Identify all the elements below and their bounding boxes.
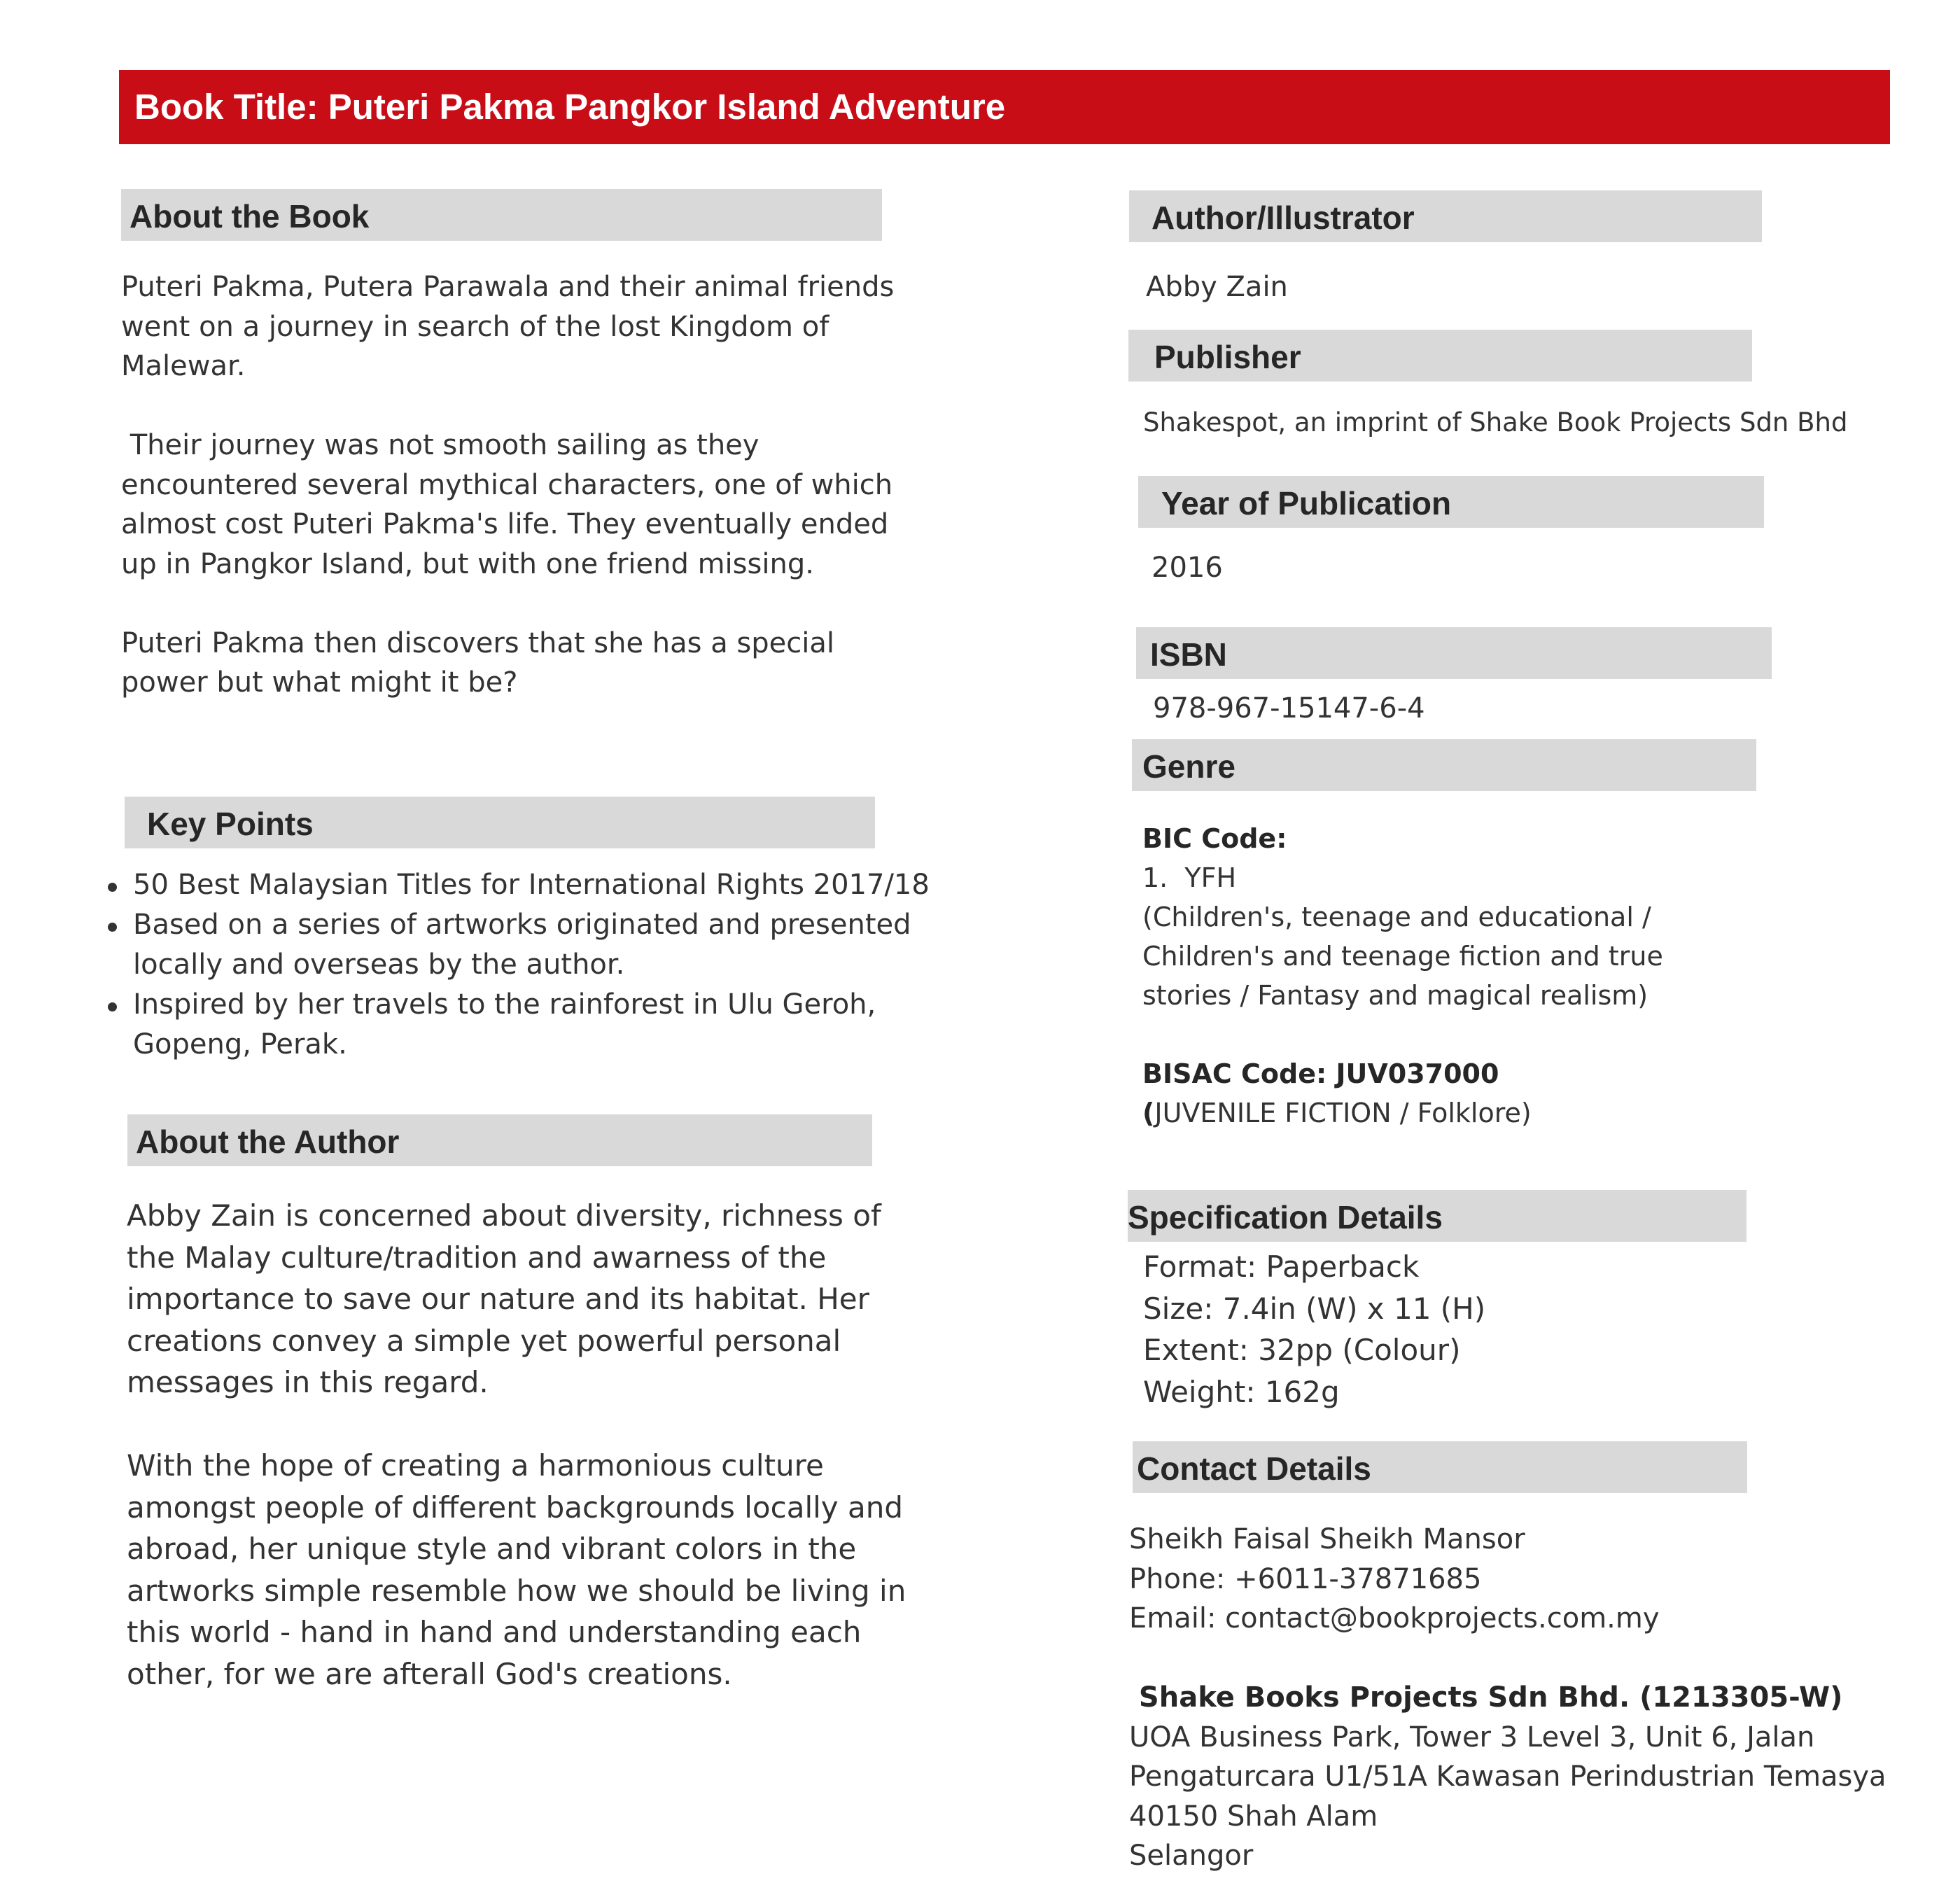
key-points-heading: Key Points: [125, 797, 875, 848]
text-line: Their journey was not smooth sailing as they: [121, 429, 760, 461]
contact-heading: Contact Details: [1133, 1441, 1747, 1493]
text-line: With the hope of creating a harmonious culture: [127, 1448, 824, 1483]
isbn-heading: ISBN: [1136, 627, 1772, 679]
bisac-value: [1142, 1093, 1663, 1133]
text-line: went on a journey in search of the lost Kingdom of: [121, 310, 830, 343]
address-line: Selangor: [1129, 1840, 1254, 1872]
text-line: stories / Fantasy and magical realism): [1142, 980, 1648, 1011]
spacer: [1129, 1639, 1886, 1679]
text-line: importance to save our nature and its habitat. Her: [127, 1282, 869, 1316]
publisher-value: Shakespot, an imprint of Shake Book Projects Sdn Bhd: [1143, 407, 1848, 438]
text-line: artworks simple resemble how we should be living in: [127, 1573, 906, 1608]
spacer: [1142, 1015, 1663, 1054]
text-line: amongst people of different backgrounds locally and: [127, 1490, 904, 1525]
text-line: Based on a series of artworks originated and presented: [133, 909, 911, 941]
address-line: UOA Business Park, Tower 3 Level 3, Unit 6, Jalan: [1129, 1721, 1815, 1754]
text-line: power but what might it be?: [121, 666, 518, 699]
contact-details: [1129, 1520, 1886, 1876]
text-line: 1. YFH: [1142, 862, 1237, 893]
contact-name: Sheikh Faisal Sheikh Mansor: [1129, 1523, 1525, 1555]
address-line: 40150 Shah Alam: [1129, 1800, 1378, 1833]
publisher-heading: Publisher: [1128, 330, 1752, 382]
text-line: Abby Zain is concerned about diversity, richness of: [127, 1198, 881, 1233]
text-line: [127, 1404, 906, 1446]
about-book-text: [121, 267, 894, 703]
text-line: other, for we are afterall God's creations.: [127, 1656, 732, 1691]
isbn-value: 978-967-15147-6-4: [1153, 692, 1425, 724]
text-line: abroad, her unique style and vibrant colors in the: [127, 1532, 857, 1566]
year-heading: Year of Publication: [1138, 476, 1764, 528]
text-line: [121, 584, 894, 624]
specification-details: [1143, 1246, 1485, 1413]
text-line: Inspired by her travels to the rainforest in Ulu Geroh,: [133, 988, 876, 1021]
key-points-list: [104, 865, 930, 1065]
year-value: 2016: [1152, 552, 1223, 584]
genre-heading: Genre: [1132, 739, 1756, 791]
text-line: (Children's, teenage and educational /: [1142, 902, 1651, 932]
list-item: [104, 985, 930, 1065]
text-line: locally and overseas by the author.: [133, 948, 625, 981]
author-illustrator-value: Abby Zain: [1146, 271, 1288, 303]
bisac-text: JUVENILE FICTION / Folklore): [1154, 1098, 1532, 1128]
text-line: Puteri Pakma, Putera Parawala and their animal friends: [121, 271, 895, 303]
bisac-paren: (: [1142, 1098, 1155, 1128]
about-author-heading: About the Author: [127, 1114, 872, 1166]
list-item: [104, 865, 930, 905]
text-line: [121, 386, 894, 426]
about-author-text: [127, 1195, 906, 1695]
text-line: this world - hand in hand and understanding each: [127, 1615, 862, 1649]
specification-heading: Specification Details: [1128, 1190, 1746, 1242]
text-line: Weight: 162g: [1143, 1374, 1340, 1409]
text-line: messages in this regard.: [127, 1365, 489, 1399]
author-illustrator-heading: Author/Illustrator: [1129, 190, 1762, 242]
list-item: [104, 905, 930, 985]
text-line: creations convey a simple yet powerful personal: [127, 1323, 841, 1358]
bic-code-label: BIC Code:: [1142, 823, 1287, 854]
text-line: up in Pangkor Island, but with one friend missing.: [121, 547, 814, 580]
text-line: Extent: 32pp (Colour): [1143, 1333, 1461, 1367]
contact-email[interactable]: Email: contact@bookprojects.com.my: [1129, 1602, 1660, 1634]
text-line: Puteri Pakma then discovers that she has a special: [121, 626, 835, 659]
text-line: Malewar.: [121, 350, 246, 382]
text-line: Gopeng, Perak.: [133, 1028, 347, 1060]
text-line: Children's and teenage fiction and true: [1142, 941, 1663, 972]
text-line: almost cost Puteri Pakma's life. They eventually ended: [121, 508, 889, 540]
book-title-banner: Book Title: Puteri Pakma Pangkor Island Adventure: [119, 70, 1890, 144]
text-line: 50 Best Malaysian Titles for International Rights 2017/18: [133, 869, 930, 901]
company-name: Shake Books Projects Sdn Bhd. (1213305-W): [1129, 1681, 1843, 1714]
genre-details: [1142, 819, 1663, 1133]
address-line: Pengaturcara U1/51A Kawasan Perindustrian Temasya: [1129, 1760, 1886, 1793]
text-line: encountered several mythical characters, one of which: [121, 468, 893, 501]
about-book-heading: About the Book: [121, 189, 882, 241]
text-line: the Malay culture/tradition and awarness of the: [127, 1240, 827, 1275]
bisac-code-label: BISAC Code: JUV037000: [1142, 1058, 1499, 1089]
text-line: Format: Paperback: [1143, 1250, 1420, 1284]
contact-phone: Phone: +6011-37871685: [1129, 1562, 1482, 1595]
text-line: Size: 7.4in (W) x 11 (H): [1143, 1291, 1486, 1326]
